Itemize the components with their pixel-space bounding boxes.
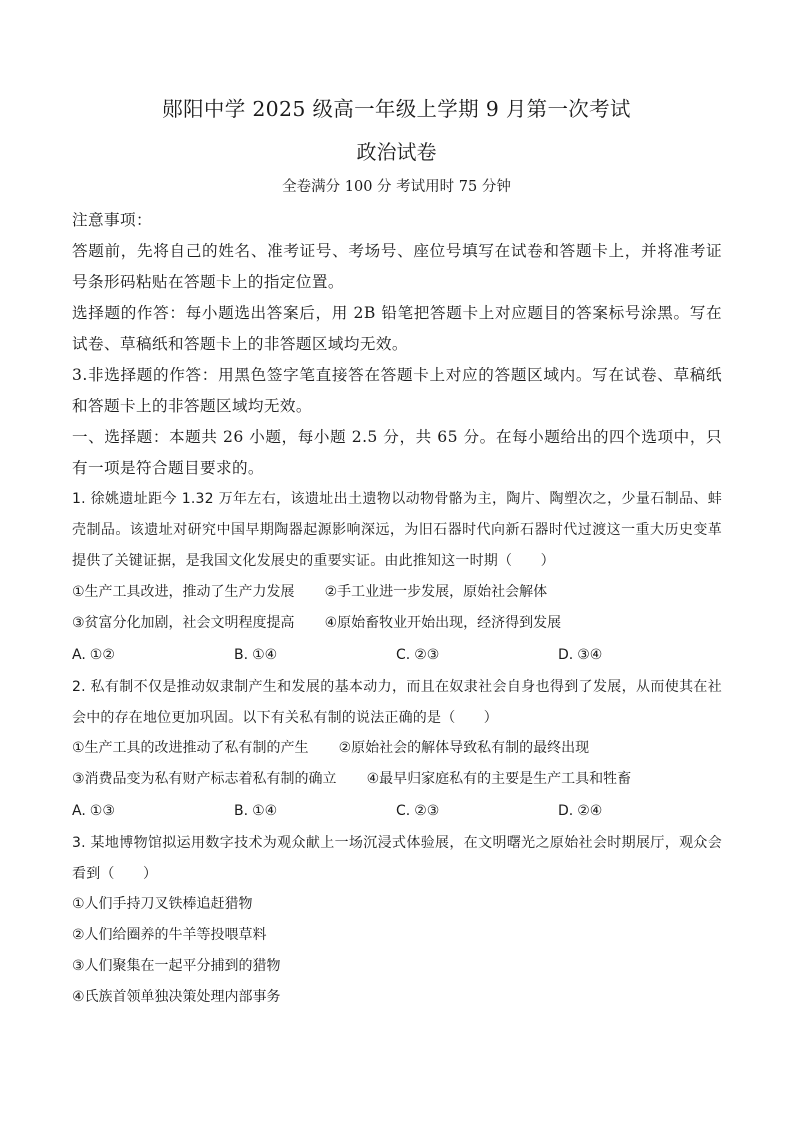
- question-2-option-2: ②原始社会的解体导致私有制的最终出现: [338, 740, 590, 756]
- question-1-choices: [72, 644, 722, 666]
- question-2-stem: 2. 私有制不仅是推动奴隶制产生和发展的基本动力，而且在奴隶社会自身也得到了发展，从而使其在社会中的存在地位更加巩固。以下有关私有制的说法正确的是（ ）: [72, 679, 722, 726]
- question-2-option-1: ①生产工具的改进推动了私有制的产生: [72, 740, 309, 756]
- question-2-choice-c[interactable]: C. ②③: [396, 803, 440, 819]
- question-2-option-3: ③消费品变为私有财产标志着私有制的确立: [72, 771, 337, 787]
- notice-item-2: 选择题的作答：每小题选出答案后，用 2B 铅笔把答题卡上对应题目的答案标号涂黑。写在试卷、草稿纸和答题卡上的非答题区域均无效。: [72, 304, 722, 353]
- question-2-options-row-2: [72, 768, 631, 790]
- question-3-option-3: ③人们聚集在一起平分捕到的猎物: [72, 958, 281, 974]
- question-1-option-2: ②手工业进一步发展，原始社会解体: [324, 584, 548, 600]
- question-3-option-1: ①人们手持刀叉铁棒追赶猎物: [72, 896, 253, 912]
- question-1-choice-d[interactable]: D. ③④: [558, 647, 603, 663]
- question-1-choice-c[interactable]: C. ②③: [396, 647, 440, 663]
- question-2-options-row-1: [72, 737, 589, 759]
- exam-meta: 全卷满分 100 分 考试用时 75 分钟: [282, 179, 511, 195]
- question-1-option-3: ③贫富分化加剧，社会文明程度提高: [72, 615, 295, 631]
- notice-item-1: 答题前，先将自己的姓名、准考证号、考场号、座位号填写在试卷和答题卡上，并将准考证号条形码粘贴在答题卡上的指定位置。: [72, 242, 722, 291]
- notice-item-3: 3.非选择题的作答：用黑色签字笔直接答在答题卡上对应的答题区域内。写在试卷、草稿纸和答题卡上的非答题区域均无效。: [72, 366, 722, 415]
- exam-subject: 政治试卷: [356, 140, 437, 164]
- question-2-choices: [72, 800, 722, 822]
- question-1-choice-a[interactable]: A. ①②: [72, 647, 115, 663]
- question-2-option-4: ④最早归家庭私有的主要是生产工具和牲畜: [366, 771, 632, 787]
- question-1-stem: 1. 徐姚遗址距今 1.32 万年左右，该遗址出土遗物以动物骨骼为主，陶片、陶塑次之，少量石制品、蚌壳制品。该遗址对研究中国早期陶器起源影响深远，为旧石器时代向新石器时代过渡这一重大历史变革提供了关键证据，是我国文化发展史的重要实证。由此推知这一时期（ ）: [72, 491, 722, 569]
- question-3-option-4: ④氏族首领单独决策处理内部事务: [72, 989, 281, 1005]
- question-1-option-4: ④原始畜牧业开始出现，经济得到发展: [324, 615, 562, 631]
- question-1-options-row-2: [72, 612, 561, 634]
- question-1-option-1: ①生产工具改进，推动了生产力发展: [72, 584, 295, 600]
- question-3-stem: 3. 某地博物馆拟运用数字技术为观众献上一场沉浸式体验展，在文明曙光之原始社会时期展厅，观众会看到（ ）: [72, 835, 722, 882]
- question-1-options-row-1: [72, 581, 547, 603]
- question-1-choice-b[interactable]: B. ①④: [234, 647, 278, 663]
- question-2-choice-b[interactable]: B. ①④: [234, 803, 278, 819]
- exam-title: 郧阳中学 2025 级高一年级上学期 9 月第一次考试: [162, 97, 631, 121]
- question-2-choice-a[interactable]: A. ①③: [72, 803, 115, 819]
- notice-heading: 注意事项：: [72, 211, 152, 229]
- question-3-option-2: ②人们给圈养的牛羊等投喂草料: [72, 927, 267, 943]
- section-heading: 一、选择题：本题共 26 小题，每小题 2.5 分，共 65 分。在每小题给出的四个选项中，只有一项是符合题目要求的。: [72, 428, 722, 477]
- question-2-choice-d[interactable]: D. ②④: [558, 803, 603, 819]
